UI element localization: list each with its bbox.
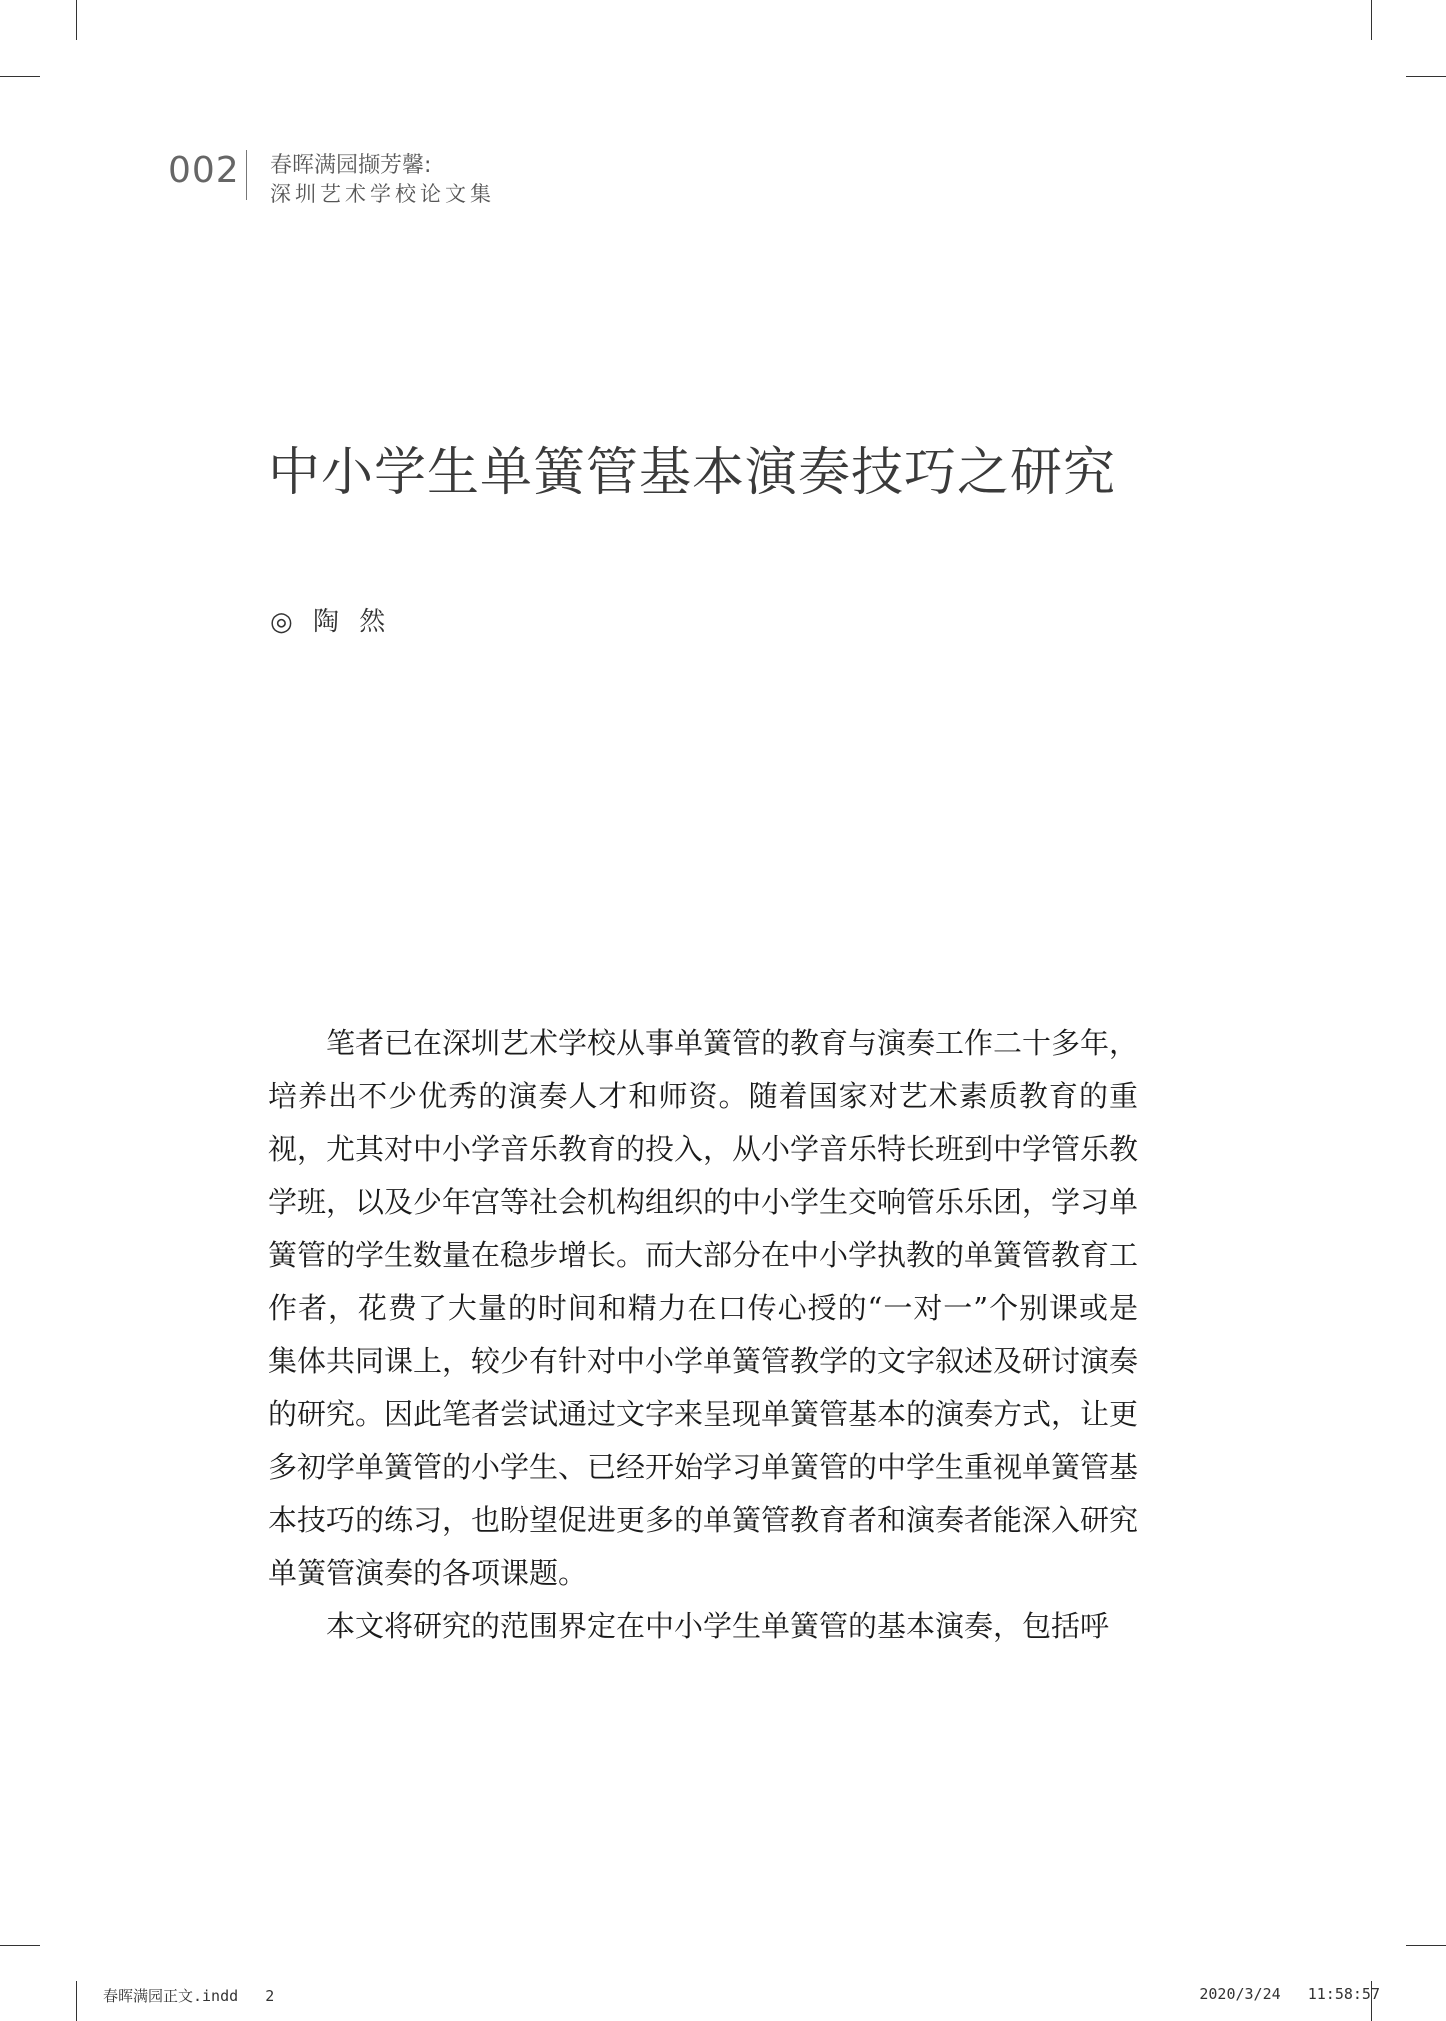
book-title-line1: 春晖满园撷芳馨: (270, 153, 432, 178)
page-number: 002 (168, 150, 240, 191)
crop-mark-bottom-left-horizontal (0, 1945, 40, 1946)
crop-mark-top-right-vertical (1371, 0, 1372, 40)
article-title: 中小学生单簧管基本演奏技巧之研究 (268, 443, 1117, 503)
print-slug-file: 春晖满园正文.indd 2 (103, 1987, 275, 2005)
crop-mark-bottom-right-horizontal (1406, 1945, 1446, 1946)
running-header (270, 152, 495, 208)
paragraph: 笔者已在深圳艺术学校从事单簧管的教育与演奏工作二十多年，培养出不少优秀的演奏人才和师资。随着国家对艺术素质教育的重视，尤其对中小学音乐教育的投入，从小学音乐特长班到中学管乐教学班，以及少年宫等社会机构组织的中小学生交响管乐乐团，学习单簧管的学生数量在稳步增长。而大部分在中小学执教的单簧管教育工作者，花费了大量的时间和精力在口传心授的“一对一”个别课或是集体共同课上，较少有针对中小学单簧管教学的文字叙述及研讨演奏的研究。因此笔者尝试通过文字来呈现单簧管基本的演奏方式，让更多初学单簧管的小学生、已经开始学习单簧管的中学生重视单簧管基本技巧的练习，也盼望促进更多的单簧管教育者和演奏者能深入研究单簧管演奏的各项课题。 (268, 1026, 1139, 1590)
crop-mark-bottom-left-vertical (76, 1981, 77, 2021)
crop-mark-top-left-vertical (76, 0, 77, 40)
header-divider (246, 150, 247, 200)
author: ◎ 陶 然 (270, 607, 392, 637)
crop-mark-top-right-horizontal (1406, 76, 1446, 77)
crop-mark-top-left-horizontal (0, 76, 40, 77)
article-body (268, 1017, 1138, 1653)
paragraph: 本文将研究的范围界定在中小学生单簧管的基本演奏，包括呼 (326, 1609, 1110, 1643)
print-slug-timestamp: 2020/3/24 11:58:57 (1199, 1985, 1380, 2003)
book-title-line2: 深圳艺术学校论文集 (270, 182, 495, 206)
